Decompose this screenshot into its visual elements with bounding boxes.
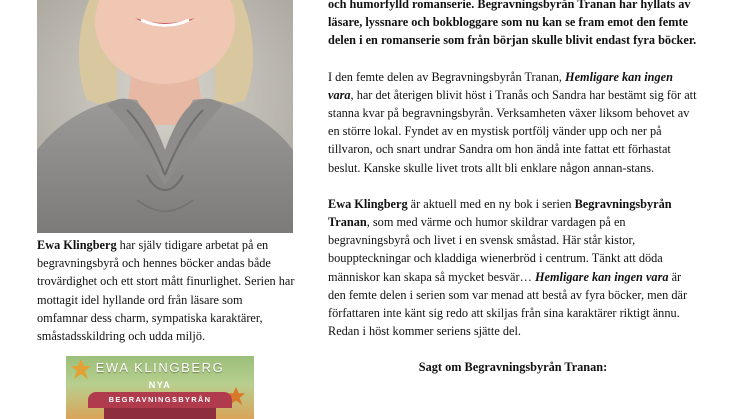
book-cover-series: BEGRAVNINGSBYRÅN <box>108 395 212 404</box>
author-portrait-illustration <box>37 0 293 233</box>
caption-author-name: Ewa Klingberg <box>37 238 117 252</box>
book-cover-drum-shape <box>104 408 216 419</box>
quotes-heading: Sagt om Begravningsbyrån Tranan: <box>418 360 608 375</box>
article-body <box>328 0 698 395</box>
author-name: Ewa Klingberg <box>328 196 408 211</box>
book-title: Hemligare kan ingen vara <box>534 269 669 284</box>
book-cover-series-prefix: NYA <box>148 380 172 390</box>
author-text-3: är den femte delen i serien som var menad att bestå av fyra böcker, men där författaren inte känt sig redo att skiljas från sina karaktärer riktigt ännu. Redan i höst kommer seriens sjätte del. <box>328 269 688 339</box>
book-cover-image <box>66 356 254 419</box>
plot-text-start: I den femte delen av Begravningsbyrån Tranan, <box>328 69 565 84</box>
author-text-2: , som med värme och humor skildrar vardagen på en begravningsbyrå och livet i en svensk småstad. Här står kistor, bouppteckningar och kladdiga wienerbröd i centrum. Tänkt att döda människor kan skapa så mycket besvär… <box>328 215 663 284</box>
book-title: Hemligare kan ingen vara <box>328 69 673 102</box>
author-photo <box>37 0 293 233</box>
intro-paragraph: och humorfylld romanserie. Begravningsbyrån Tranan har hyllats av läsare, lyssnare och bokbloggare som nu kan se fram emot den femte delen i en romanserie som från början skulle blivit endast fyra böcker. <box>328 0 697 48</box>
author-text-1: är aktuell med en ny bok i serien <box>407 196 575 211</box>
plot-text-rest: , har det återigen blivit höst i Tranås och Sandra har bestämt sig för att stanna kvar på begravningsbyrån. Verksamheten växer liksom behovet av en större lokal. Fyndet av en mystisk portfölj vänder upp och ner på tillvaron, och snart undrar Sandra om hon ändå inte fattat ett förhastat beslut. Kanske skulle livet trots allt bli enklare någon annan-stans. <box>328 87 697 175</box>
series-name: Begravningsbyrån Tranan <box>328 196 672 230</box>
paragraph-author <box>328 195 698 341</box>
caption-text: har själv tidigare arbetat på en begravningsbyrå och hennes böcker andas både trovärdighet och ett stort mått finurlighet. Serien har mottagit idel hyllande ord från läsare som omfamnar dess charm, sympatiska karaktärer, småstadsskildring och udda miljö. <box>37 238 295 344</box>
caption-paragraph <box>37 236 295 345</box>
book-cover-author: EWA KLINGBERG <box>95 360 225 375</box>
paragraph-plot <box>328 68 698 177</box>
photo-caption <box>37 236 295 345</box>
